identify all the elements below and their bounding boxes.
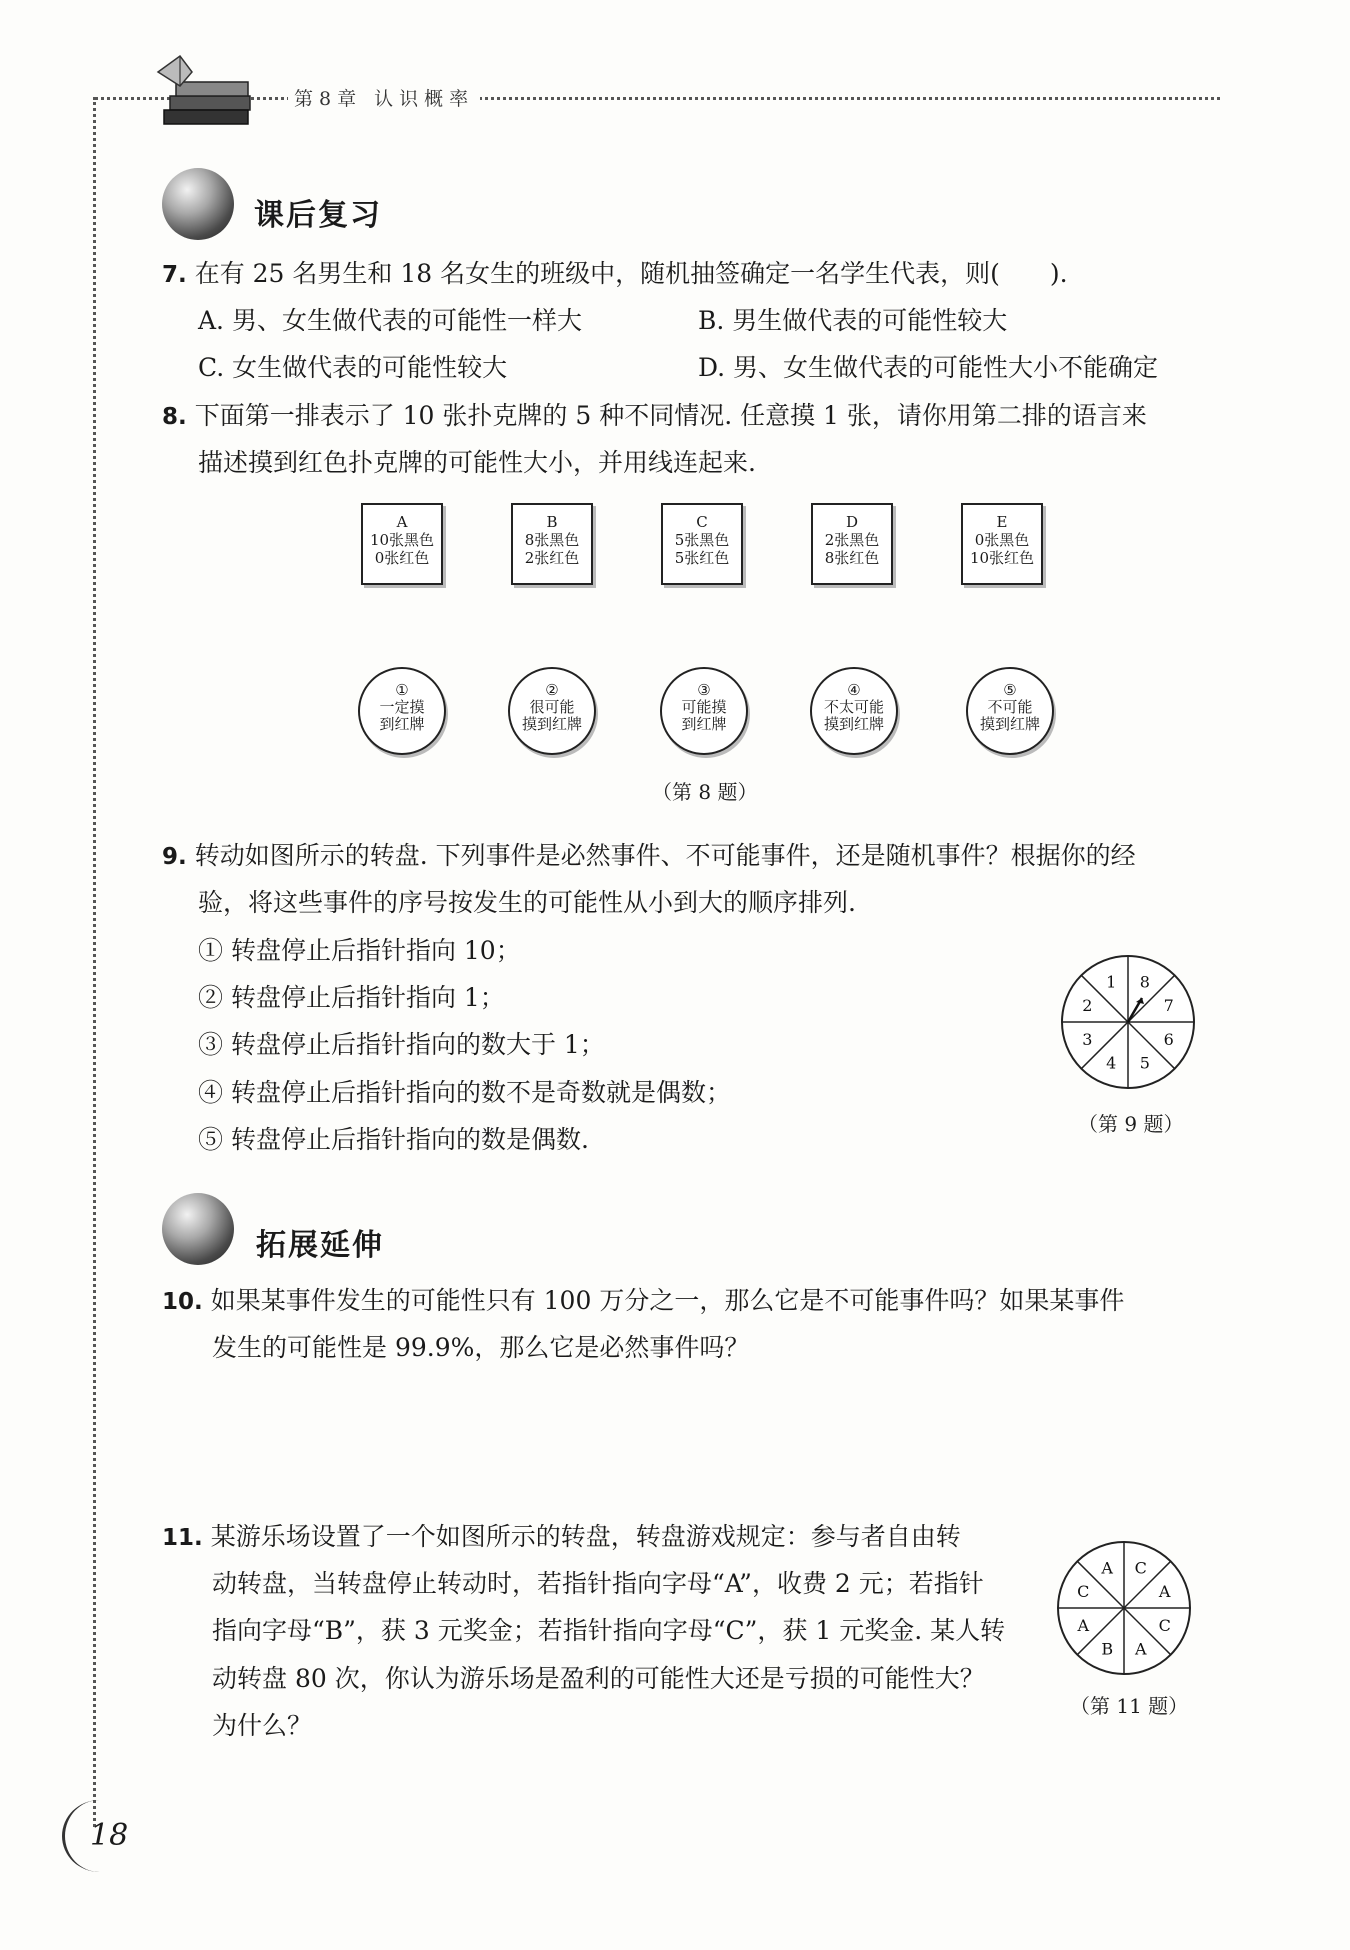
wheel-sector-label: B <box>1101 1639 1114 1659</box>
section-title-review: 课后复习 <box>254 198 382 233</box>
wheel-sector-label: 8 <box>1139 972 1150 992</box>
q7-option-d: D. 男、女生做代表的可能性大小不能确定 <box>698 353 1159 382</box>
wheel-sector-label: A <box>1135 1639 1147 1659</box>
books-icon <box>150 52 260 132</box>
q7-option-a: A. 男、女生做代表的可能性一样大 <box>198 306 582 335</box>
card-red: 10张红色 <box>969 549 1035 567</box>
choice-line1: 不可能 <box>987 698 1033 716</box>
card-black: 10张黑色 <box>369 531 435 549</box>
choice-line2: 到红牌 <box>681 715 727 733</box>
q7-number: 7. <box>162 262 187 288</box>
section-title-extend: 拓展延伸 <box>256 1228 384 1263</box>
wheel-sector-label: A <box>1158 1582 1171 1602</box>
header-rule <box>95 97 1220 100</box>
q8-caption: （第 8 题） <box>652 780 758 804</box>
q7-option-c: C. 女生做代表的可能性较大 <box>198 353 508 382</box>
card-letter: E <box>996 513 1008 531</box>
wheel-sector-label: 3 <box>1082 1029 1093 1049</box>
q11-number: 11. <box>162 1525 203 1551</box>
page-number: 18 <box>90 1818 129 1853</box>
q7-option-b: B. 男生做代表的可能性较大 <box>698 306 1008 335</box>
wheel-sector-label: 6 <box>1163 1029 1174 1049</box>
q9-caption: （第 9 题） <box>1078 1112 1184 1136</box>
choice-line1: 不太可能 <box>823 698 884 716</box>
q9-text-line1: 转动如图所示的转盘. 下列事件是必然事件、不可能事件，还是随机事件？根据你的经 <box>194 841 1136 870</box>
choice-circle-5 <box>966 667 1054 755</box>
section-sphere-icon <box>162 1193 234 1265</box>
card-red: 2张红色 <box>524 549 580 567</box>
q11-text-line4: 动转盘 80 次，你认为游乐场是盈利的可能性大还是亏损的可能性大？ <box>212 1664 985 1693</box>
choice-circle-2 <box>508 667 596 755</box>
choice-line2: 摸到红牌 <box>823 715 884 733</box>
q7-text: 在有 25 名男生和 18 名女生的班级中，随机抽签确定一名学生代表，则( ). <box>194 259 1068 288</box>
q8-text-line1: 下面第一排表示了 10 张扑克牌的 5 种不同情况. 任意摸 1 张，请你用第二排的语言来 <box>194 401 1147 430</box>
card-black: 0张黑色 <box>974 531 1030 549</box>
q11-text-line1: 某游乐场设置了一个如图所示的转盘，转盘游戏规定：参与者自由转 <box>210 1522 961 1551</box>
card-letter: C <box>696 513 708 531</box>
q8-stem-line1 <box>162 392 1147 441</box>
choice-line1: 一定摸 <box>379 698 425 716</box>
q9-number: 9. <box>162 844 187 870</box>
spinner-wheel-q11 <box>1054 1538 1194 1678</box>
margin-rule <box>93 97 96 1827</box>
choice-mark: ② <box>545 681 559 699</box>
wheel-sector-label: A <box>1077 1615 1090 1635</box>
choice-line1: 很可能 <box>529 698 575 716</box>
card-black: 8张黑色 <box>524 531 580 549</box>
wheel-sector-label: 5 <box>1139 1053 1150 1073</box>
choice-line1: 可能摸 <box>681 698 727 716</box>
card-letter: D <box>845 513 859 531</box>
card-box-e <box>961 503 1043 585</box>
choice-circle-4 <box>810 667 898 755</box>
card-box-b <box>511 503 593 585</box>
card-black: 5张黑色 <box>674 531 730 549</box>
q9-item-3: ③ 转盘停止后指针指向的数大于 1； <box>198 1030 605 1059</box>
wheel-sector-label: 4 <box>1106 1053 1117 1073</box>
choice-mark: ⑤ <box>1003 681 1017 699</box>
choice-line2: 到红牌 <box>379 715 425 733</box>
card-red: 8张红色 <box>824 549 880 567</box>
card-box-a <box>361 503 443 585</box>
wheel-sector-label: 7 <box>1163 996 1174 1016</box>
q11-caption: （第 11 题） <box>1070 1694 1189 1718</box>
q8-text-line2: 描述摸到红色扑克牌的可能性大小，并用线连起来. <box>198 448 756 477</box>
choice-line2: 摸到红牌 <box>979 715 1040 733</box>
q9-item-4: ④ 转盘停止后指针指向的数不是奇数就是偶数； <box>198 1078 731 1107</box>
choice-mark: ① <box>395 681 409 699</box>
q7-stem <box>162 250 1068 299</box>
q11-text-line2: 动转盘，当转盘停止转动时，若指针指向字母“A”，收费 2 元；若指针 <box>212 1569 984 1598</box>
wheel-sector-label: C <box>1158 1615 1171 1635</box>
card-letter: B <box>546 513 558 531</box>
choice-circle-3 <box>660 667 748 755</box>
q10-number: 10. <box>162 1289 203 1315</box>
q9-item-1: ① 转盘停止后指针指向 10； <box>198 936 521 965</box>
wheel-sector-label: 1 <box>1106 972 1117 992</box>
q9-item-2: ② 转盘停止后指针指向 1； <box>198 983 505 1012</box>
q11-stem-line1 <box>162 1513 961 1562</box>
choice-circle-1 <box>358 667 446 755</box>
choice-mark: ③ <box>697 681 711 699</box>
choice-mark: ④ <box>847 681 861 699</box>
q9-text-line2: 验，将这些事件的序号按发生的可能性从小到大的顺序排列. <box>198 888 856 917</box>
q9-stem-line1 <box>162 832 1136 881</box>
wheel-sector-label: A <box>1101 1558 1113 1578</box>
card-letter: A <box>396 513 408 531</box>
wheel-sector-label: C <box>1134 1558 1147 1578</box>
section-sphere-icon <box>162 168 234 240</box>
q9-item-5: ⑤ 转盘停止后指针指向的数是偶数. <box>198 1125 589 1154</box>
choice-line2: 摸到红牌 <box>521 715 582 733</box>
q8-number: 8. <box>162 404 187 430</box>
q11-text-line5: 为什么？ <box>212 1711 313 1740</box>
q10-text-line2: 发生的可能性是 99.9%，那么它是必然事件吗？ <box>212 1333 750 1362</box>
q10-stem-line1 <box>162 1277 1124 1326</box>
running-header: 第8章 认识概率 <box>288 84 480 111</box>
wheel-sector-label: C <box>1077 1582 1090 1602</box>
card-black: 2张黑色 <box>824 531 880 549</box>
card-red: 0张红色 <box>374 549 430 567</box>
spinner-wheel-q9 <box>1058 952 1198 1092</box>
q10-text-line1: 如果某事件发生的可能性只有 100 万分之一，那么它是不可能事件吗？如果某事件 <box>210 1286 1125 1315</box>
card-red: 5张红色 <box>674 549 730 567</box>
card-box-d <box>811 503 893 585</box>
wheel-sector-label: 2 <box>1082 996 1093 1016</box>
card-box-c <box>661 503 743 585</box>
q11-text-line3: 指向字母“B”，获 3 元奖金；若指针指向字母“C”，获 1 元奖金. 某人转 <box>212 1616 1006 1645</box>
